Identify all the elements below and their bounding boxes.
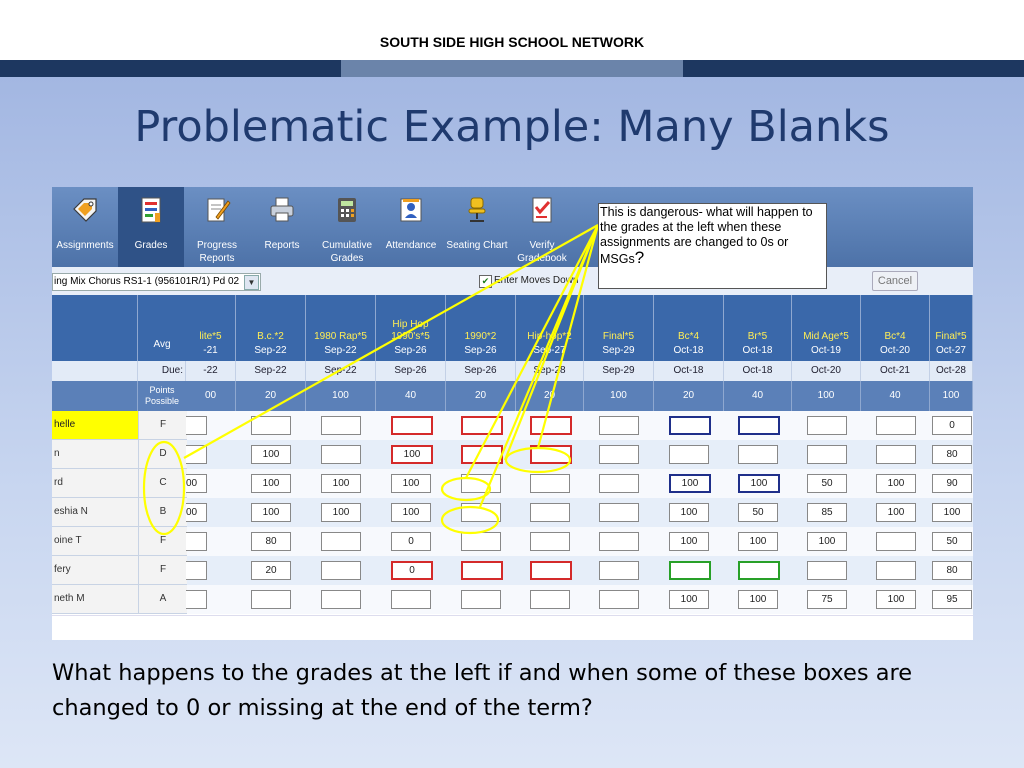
- score-input[interactable]: 80: [251, 532, 291, 551]
- score-input[interactable]: 00: [186, 503, 207, 522]
- toolbar-label: Attendance: [385, 240, 437, 251]
- toolbar-label: Cumulative Grades: [321, 240, 373, 264]
- score-input[interactable]: 95: [932, 590, 972, 609]
- assignment-date: Sep-26: [464, 345, 497, 356]
- assignment-name: Hip Hop 1990's*5: [391, 319, 430, 342]
- score-input[interactable]: 100: [669, 503, 709, 522]
- score-input[interactable]: 100: [251, 445, 291, 464]
- assignment-name: lite*5: [199, 331, 222, 342]
- score-input[interactable]: 100: [669, 474, 711, 493]
- assignment-name: Final*5: [935, 331, 967, 342]
- points-possible: 20: [446, 381, 516, 411]
- network-title: SOUTH SIDE HIGH SCHOOL NETWORK: [379, 34, 645, 50]
- due-date: Oct-18: [654, 361, 724, 381]
- points-possible: 100: [584, 381, 654, 411]
- student-name: eshia N: [52, 498, 138, 527]
- due-date: Sep-22: [236, 361, 306, 381]
- assignment-name: Mid Age*5: [803, 331, 849, 342]
- assignment-date: Sep-27: [533, 345, 566, 356]
- assignment-date: Sep-22: [324, 345, 357, 356]
- due-date: Sep-22: [306, 361, 376, 381]
- avg-header-label: Avg: [153, 339, 171, 350]
- score-input[interactable]: 0: [391, 561, 433, 580]
- points-possible: 20: [516, 381, 584, 411]
- score-input[interactable]: 100: [669, 590, 709, 609]
- student-name: rd: [52, 469, 138, 498]
- points-possible: 40: [861, 381, 930, 411]
- score-input[interactable]: 100: [807, 532, 847, 551]
- annotation-line: [538, 225, 598, 448]
- due-label: Due:: [138, 361, 186, 381]
- score-input[interactable]: 100: [669, 532, 709, 551]
- assignment-date: Sep-22: [254, 345, 287, 356]
- student-name: oine T: [52, 527, 138, 556]
- points-possible: 100: [306, 381, 376, 411]
- due-date: Oct-28: [930, 361, 973, 381]
- toolbar-label: Reports: [264, 240, 300, 251]
- toolbar-label: Grades: [134, 240, 168, 251]
- due-date: Sep-29: [584, 361, 654, 381]
- slide-title: Problematic Example: Many Blanks: [134, 102, 890, 152]
- score-input[interactable]: 0: [932, 416, 972, 435]
- student-name: neth M: [52, 585, 138, 614]
- toolbar-label: Seating Chart: [446, 240, 508, 251]
- due-date: Sep-26: [376, 361, 446, 381]
- assignment-date: Sep-26: [394, 345, 427, 356]
- score-input[interactable]: 100: [932, 503, 972, 522]
- score-input[interactable]: 100: [391, 503, 431, 522]
- points-possible: 40: [724, 381, 792, 411]
- enter-moves-down-checkbox[interactable]: ✔: [479, 275, 492, 288]
- bottom-question: What happens to the grades at the left if and when some of these boxes are changed to 0 or missing at the end of the term?: [52, 660, 913, 721]
- points-possible: 100: [930, 381, 973, 411]
- score-input[interactable]: 80: [932, 445, 972, 464]
- score-input[interactable]: 100: [876, 503, 916, 522]
- student-grade: F: [138, 411, 187, 440]
- annotation-line: [505, 225, 598, 460]
- score-input[interactable]: 85: [807, 503, 847, 522]
- assignment-date: Oct-20: [879, 345, 910, 356]
- score-input[interactable]: 50: [807, 474, 847, 493]
- score-input[interactable]: 00: [186, 474, 207, 493]
- due-date: Sep-28: [516, 361, 584, 381]
- assignment-name: Hip-hop*2: [527, 331, 572, 342]
- score-input[interactable]: 80: [932, 561, 972, 580]
- points-possible: 20: [236, 381, 306, 411]
- assignment-date: Oct-18: [742, 345, 773, 356]
- assignment-date: Oct-19: [810, 345, 841, 356]
- annotation-oval-blank-3: [506, 448, 570, 472]
- toolbar-label: Assignments: [56, 240, 114, 251]
- student-grade: F: [138, 527, 187, 556]
- score-input[interactable]: 100: [738, 590, 778, 609]
- student-grade: D: [138, 440, 187, 469]
- assignment-date: Sep-29: [602, 345, 635, 356]
- score-input[interactable]: 100: [738, 474, 780, 493]
- score-input[interactable]: 0: [391, 532, 431, 551]
- points-possible: 40: [376, 381, 446, 411]
- points-possible: 00: [186, 381, 236, 411]
- score-input[interactable]: 100: [321, 503, 361, 522]
- score-input[interactable]: 100: [391, 474, 431, 493]
- callout-question-mark: ?: [634, 248, 645, 267]
- assignment-name: 1980 Rap*5: [314, 331, 367, 342]
- assignment-name: Br*5: [747, 331, 768, 342]
- points-possible-label: Points Possible: [144, 385, 180, 406]
- assignment-date: -21: [203, 345, 218, 356]
- callout-text: This is dangerous- what will happen to the grades at the left when these assignments are changed to 0s or MSGs: [600, 205, 813, 266]
- points-possible: 100: [792, 381, 861, 411]
- assignment-name: B.c.*2: [257, 331, 284, 342]
- assignment-name: 1990*2: [464, 331, 497, 342]
- assignment-name: Final*5: [602, 331, 635, 342]
- score-input[interactable]: 100: [251, 474, 291, 493]
- score-input[interactable]: 50: [932, 532, 972, 551]
- toolbar-label: Progress Reports: [196, 240, 237, 264]
- student-grade: B: [138, 498, 187, 527]
- student-grade: C: [138, 469, 187, 498]
- enter-moves-down-label: Enter Moves Down: [494, 275, 579, 286]
- points-possible: 20: [654, 381, 724, 411]
- score-input[interactable]: 75: [807, 590, 847, 609]
- due-date: Sep-26: [446, 361, 516, 381]
- due-date: -22: [186, 361, 236, 381]
- assignment-name: Bc*4: [677, 331, 700, 342]
- score-input[interactable]: 20: [251, 561, 291, 580]
- annotation-oval-blank-2: [442, 507, 498, 533]
- due-date: Oct-20: [792, 361, 861, 381]
- student-name: n: [52, 440, 138, 469]
- annotation-oval-grades: [144, 442, 184, 534]
- score-input[interactable]: 100: [391, 445, 433, 464]
- class-select-value: ing Mix Chorus RS1-1 (956101R/1) Pd 02: [54, 276, 240, 287]
- student-name: helle: [52, 411, 138, 440]
- cancel-button[interactable]: Cancel: [872, 271, 918, 291]
- toolbar-label: Verify Gradebook: [517, 240, 567, 264]
- score-input[interactable]: 100: [738, 532, 778, 551]
- student-name: fery: [52, 556, 138, 585]
- due-date: Oct-21: [861, 361, 930, 381]
- score-input[interactable]: 90: [932, 474, 972, 493]
- due-date: Oct-18: [724, 361, 792, 381]
- assignment-date: Oct-27: [935, 345, 966, 356]
- score-input[interactable]: 50: [738, 503, 778, 522]
- warning-callout: [598, 203, 827, 289]
- annotation-oval-blank-1: [442, 478, 490, 500]
- annotation-line: [184, 225, 598, 458]
- score-input[interactable]: 100: [251, 503, 291, 522]
- score-input[interactable]: 100: [876, 590, 916, 609]
- assignment-name: Bc*4: [884, 331, 906, 342]
- chevron-down-icon[interactable]: ▼: [244, 275, 259, 290]
- assignment-date: Oct-18: [673, 345, 704, 356]
- student-grade: F: [138, 556, 187, 585]
- student-grade: A: [138, 585, 187, 614]
- score-input[interactable]: 100: [321, 474, 361, 493]
- score-input[interactable]: 100: [876, 474, 916, 493]
